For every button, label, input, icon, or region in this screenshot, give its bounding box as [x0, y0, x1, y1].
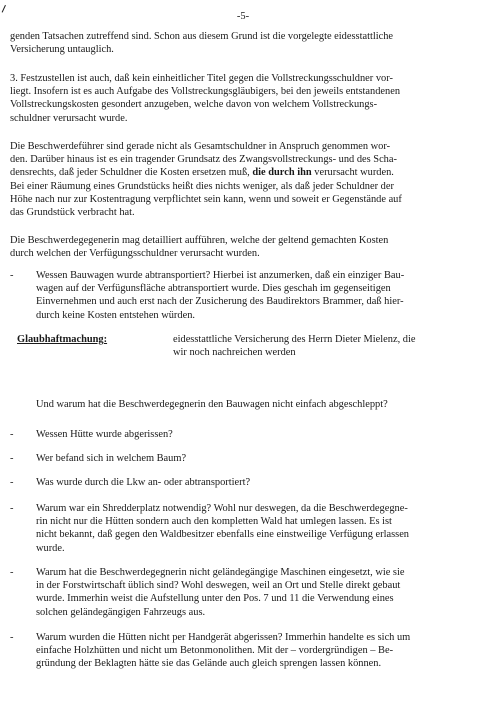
text-line: Einvernehmen und auch erst nach der Zusicherung des Baudirektors Brammer, daß hier-: [36, 296, 404, 308]
text-line: Warum wurden die Hütten nicht per Handgerät abgerissen? Immerhin handelte es sich um: [36, 632, 411, 643]
glaubhaftmachung-label: Glaubhaftmachung:: [17, 334, 108, 345]
page-number: -5-: [236, 11, 250, 22]
emphasis-text: die durch ihn: [252, 167, 312, 179]
text-line: 3. Festzustellen ist auch, daß kein einheitlicher Titel gegen die Vollstreckungsschuldner vor-: [10, 73, 393, 84]
text-line: rin nicht nur die Hütten sondern auch den kompletten Wald hat umlegen lassen. Es ist: [36, 516, 392, 528]
paragraph-2: [10, 72, 462, 125]
list-item-text: [36, 452, 462, 465]
text-fragment: verursacht wurden.: [311, 167, 394, 179]
text-line: Was wurde durch die Lkw an- oder abtransportiert?: [36, 477, 251, 488]
dash-marker: -: [10, 270, 14, 281]
text-line: eidesstattliche Versicherung des Herrn Dieter Mielenz, die: [173, 334, 416, 345]
text-line: solchen geländegängigen Fahrzeugs aus.: [36, 606, 206, 618]
text-fragment: densrechts, daß jeder Schuldner die Kosten ersetzen muß,: [10, 167, 253, 179]
text-line: gründung der Beklagten hätte sie das Gelände auch gleich sprengen lassen können.: [36, 658, 382, 670]
text-line: Wessen Hütte wurde abgerissen?: [36, 429, 173, 440]
list-item-text: [36, 428, 462, 441]
question-text: Und warum hat die Beschwerdegegnerin den Bauwagen nicht einfach abgeschleppt?: [36, 399, 388, 410]
text-line: einfache Holzhütten und nicht um Betonmonolithen. Mit der – vordergründigen – Be-: [36, 645, 394, 657]
dash-marker: -: [10, 503, 14, 514]
dash-marker: -: [10, 567, 14, 578]
text-line: Wer befand sich in welchem Baum?: [36, 453, 187, 464]
text-line: schuldner verursacht wurde.: [10, 112, 128, 124]
list-item-text: [36, 631, 462, 671]
text-line: Versicherung untauglich.: [10, 44, 114, 56]
paragraph-4: [10, 234, 462, 260]
text-line: in der Forstwirtschaft üblich sind? Wohl deswegen, weil an Ort und Stelle direkt gebaut: [36, 580, 401, 592]
text-line: [10, 166, 462, 179]
text-line: Warum hat die Beschwerdegegnerin nicht geländegängige Maschinen eingesetzt, wie sie: [36, 567, 405, 578]
dash-marker: -: [10, 477, 14, 488]
text-line: Die Beschwerdegegenerin mag detailliert aufführen, welche der geltend gemachten Kosten: [10, 235, 389, 246]
text-line: durch welchen der Verfügungsschuldner verursacht wurden.: [10, 248, 260, 260]
list-item-text: [36, 502, 462, 555]
dash-marker: -: [10, 453, 14, 464]
text-line: das Grundstück verbracht hat.: [10, 207, 135, 219]
text-line: durch keine Kosten entstehen würden.: [36, 309, 195, 321]
text-line: Warum war ein Shredderplatz notwendig? Wohl nur deswegen, da die Beschwerdegegne-: [36, 503, 408, 514]
list-item-text: [36, 269, 462, 322]
text-line: wurde. Immerhin weist die Aufstellung unter den Pos. 7 und 11 die Verwendung eines: [36, 593, 394, 605]
text-line: Wessen Bauwagen wurde abtransportiert? Hierbei ist anzumerken, daß ein einziger Bau-: [36, 270, 405, 281]
text-line: wurde.: [36, 542, 65, 554]
text-line: liegt. Insofern ist es auch Aufgabe des Vollstreckungsgläubigers, bei den jeweils entstandenen: [10, 86, 401, 98]
text-line: Die Beschwerdeführer sind gerade nicht als Gesamtschuldner in Anspruch genommen wor-: [10, 141, 391, 152]
text-line: Vollstreckungskosten gesondert anzugeben, welche davon von welchem Vollstreckungs-: [10, 99, 378, 111]
text-line: den. Darüber hinaus ist es ein tragender Grundsatz des Zwangsvollstreckungs- und des Scha-: [10, 154, 397, 166]
list-item-text: [36, 476, 462, 489]
text-line: wir noch nachreichen werden: [173, 347, 296, 359]
text-line: Höhe nach nur zur Kostentragung verpflichtet sein kann, wenn und soweit er Gegenstände auf: [10, 193, 402, 205]
text-line: Bei einer Räumung eines Grundstücks heißt dies nichts weniger, als daß jeder Schuldner der: [10, 180, 394, 192]
text-line: genden Tatsachen zutreffend sind. Schon aus diesem Grund ist die vorgelegte eidesstattliche: [10, 31, 394, 42]
paragraph-1: [10, 30, 462, 56]
text-line: wagen auf der Verfügunsfläche abtransportiert wurde. Dies geschah im gegenseitigen: [36, 283, 391, 295]
dash-marker: -: [10, 632, 14, 643]
list-item-text: [36, 566, 462, 619]
glaubhaftmachung-text: [173, 333, 463, 359]
dash-marker: -: [10, 429, 14, 440]
text-line: nicht bekannt, daß gegen den Waldbesitzer ebenfalls eine einstweilige Verfügung erlassen: [36, 529, 410, 541]
paragraph-3: [10, 140, 462, 219]
